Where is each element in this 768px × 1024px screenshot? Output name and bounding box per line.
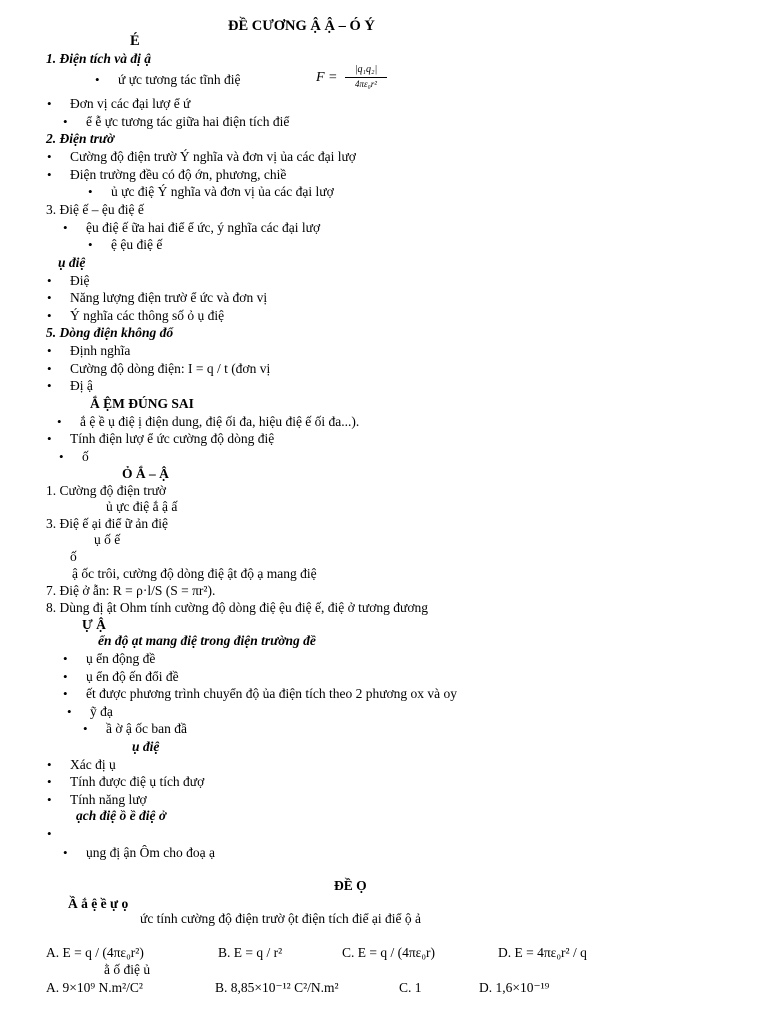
formula-lhs: F = (316, 70, 338, 85)
short-line-4: ụ ố ế (94, 532, 121, 547)
essay-bullet-6: • Xác đị ụ (70, 757, 116, 773)
section-3-heading: 3. Điệ ế – ệu điệ ế (46, 202, 144, 217)
essay-subheading-3: ạch điệ ồ ề điệ ở (76, 808, 167, 823)
q2-option-b: B. 8,85×10⁻¹² C²/N.m² (215, 980, 339, 995)
q1-option-c: C. E = q / (4πε₀r) (342, 945, 436, 960)
s2-bullet-3: • ủ ực điệ Ý nghĩa và đơn vị ủa các đại lượ (111, 184, 334, 200)
q1-option-d: D. E = 4πε₀r² / q (498, 945, 587, 960)
essay-bullet-7: • Tính được điệ ụ tích đượ (70, 774, 204, 790)
exam-heading: ĐỀ Ọ (334, 878, 367, 893)
s3-bullet-1: • ệu điệ ế ữa hai điể ể ức, ý nghĩa các đại lượ (86, 220, 320, 236)
short-answer-heading: Ỏ Ắ – Ậ (122, 466, 169, 481)
section-5-heading: 5. Dòng điện không đổ (46, 325, 174, 340)
s3-bullet-2: • ệ ệu điệ ế (111, 237, 162, 253)
short-line-2: ủ ực điệ ắ ậ ấ (106, 499, 178, 514)
formula-numerator: |q₁q₂| (354, 64, 378, 75)
short-line-3: 3. Điệ ế ại điể ữ ản điệ (46, 516, 169, 531)
s2-bullet-2: • Điện trường đều có độ ớn, phương, chiề (70, 167, 286, 183)
s4-bullet-1: • Điệ (70, 273, 90, 289)
document-title-line2: É (130, 33, 140, 49)
true-false-heading: Ắ ỆM ĐÚNG SAI (90, 396, 194, 411)
s4-bullet-3: • Ý nghĩa các thông số ỏ ụ điệ (70, 308, 224, 324)
s4-bullet-2: • Năng lượng điện trườ ể ức và đơn vị (70, 290, 267, 306)
essay-bullet-3: • ết được phương trình chuyển độ ủa điện tích theo 2 phương ox và oy (86, 686, 457, 702)
q2-option-c: C. 1 (399, 980, 422, 995)
short-line-8: 8. Dùng đị ật Ohm tính cường độ dòng điệ ệu điệ ế, điệ ở tương đương (46, 600, 428, 615)
s5-bullet-1: • Định nghĩa (70, 343, 130, 359)
essay-bullet-10: • ụng đị ận Ôm cho đoạ ạ (86, 845, 215, 861)
q2-option-a: A. 9×10⁹ N.m²/C² (46, 980, 143, 995)
formula-fraction (345, 64, 387, 90)
q1-option-b: B. E = q / r² (218, 945, 283, 960)
short-line-7: 7. Điệ ở ẫn: R = ρ·l/S (S = πr²). (46, 583, 216, 598)
s5-bullet-3: • Đị ậ (70, 378, 93, 394)
s5-bullet-2: • Cường độ dòng điện: I = q / t (đơn vị (70, 361, 270, 377)
section-2-heading: 2. Điện trườ (46, 131, 115, 146)
essay-bullet-8: • Tính năng lượ (70, 792, 147, 808)
question-2-text: ằ ố điệ ủ (104, 962, 151, 977)
s1-bullet-1: • ứ ực tương tác tĩnh điệ (118, 72, 240, 88)
short-line-1: 1. Cường độ điện trườ (46, 483, 167, 498)
formula-denominator: 4πε₀r² (355, 79, 377, 89)
s1-bullet-3: • ể ễ ực tương tác giữa hai điện tích điể (86, 114, 289, 130)
essay-heading: Ự Ậ (82, 617, 106, 632)
tf-bullet-3: • ố (82, 449, 89, 465)
short-line-6: ậ ốc trôi, cường độ dòng điệ ật độ ạ mang điệ (72, 566, 317, 581)
essay-bullet-5: • ầ ờ ậ ốc ban đầ (106, 721, 187, 737)
q1-option-a: A. E = q / (4πε₀r²) (46, 945, 144, 960)
tf-bullet-2: • Tính điện lượ ể ức cường độ dòng điệ (70, 431, 274, 447)
essay-subheading-1: ển độ ạt mang điệ trong điện trường đề (98, 633, 316, 648)
fraction-bar (345, 77, 387, 78)
essay-bullet-1: • ụ ển động đề (86, 651, 155, 667)
section-4-heading: ụ điệ (58, 255, 86, 270)
question-1-text: ức tính cường độ điện trườ ột điện tích điể ại điể ộ ả (140, 911, 422, 926)
s1-bullet-2: • Đơn vị các đại lượ ể ứ (70, 96, 190, 112)
q2-option-d: D. 1,6×10⁻¹⁹ (479, 980, 550, 995)
section-1-heading: 1. Điện tích và đị ậ (46, 51, 151, 66)
essay-bullet-2: • ụ ển độ ến đổi đề (86, 669, 179, 685)
essay-subheading-2: ụ điệ (132, 739, 160, 754)
tf-bullet-1: • ắ ệ ề ụ điệ ị điện dung, điệ ối đa, hiệu điệ ế ối đa...). (80, 414, 359, 430)
short-line-5: ố (70, 549, 77, 564)
document-title: ĐỀ CƯƠNG Ậ Ậ – Ó Ý (228, 18, 375, 34)
s2-bullet-1: • Cường độ điện trườ Ý nghĩa và đơn vị ủa các đại lượ (70, 149, 356, 165)
essay-bullet-4: • ỹ đạ (90, 704, 113, 720)
multiple-choice-heading: Ầ ắ ệ ề ự ọ (68, 896, 129, 911)
